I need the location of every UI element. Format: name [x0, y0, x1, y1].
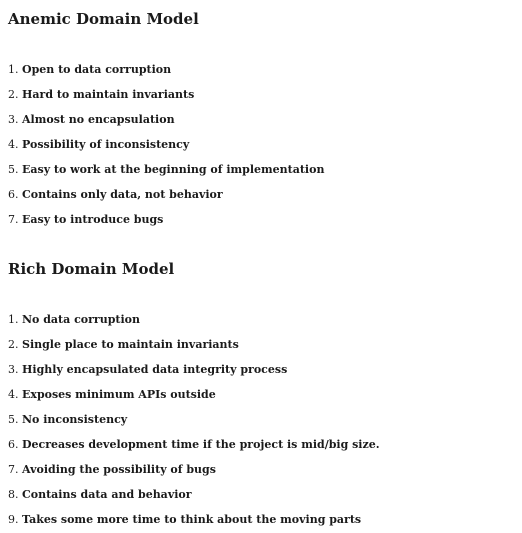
- item-text: Single place to maintain invariants: [22, 338, 239, 351]
- item-text: No data corruption: [22, 313, 140, 326]
- item-number: 3: [8, 113, 15, 126]
- rich-list: [8, 307, 520, 532]
- item-number: 6: [8, 438, 15, 451]
- item-number: 9: [8, 513, 15, 526]
- item-number: 7: [8, 213, 15, 226]
- list-item: 3. Highly encapsulated data integrity process: [8, 363, 288, 376]
- item-text: Almost no encapsulation: [22, 113, 175, 126]
- list-item: 1. Open to data corruption: [8, 63, 172, 76]
- item-text: Contains data and behavior: [22, 488, 192, 501]
- item-number: 7: [8, 463, 15, 476]
- item-number: 3: [8, 363, 15, 376]
- item-text: No inconsistency: [22, 413, 128, 426]
- item-number: 5: [8, 163, 15, 176]
- item-number: 6: [8, 188, 15, 201]
- list-item: 9. Takes some more time to think about the moving parts: [8, 513, 362, 526]
- item-number: 4: [8, 138, 15, 151]
- list-item: 4. Exposes minimum APIs outside: [8, 388, 216, 401]
- item-text: Open to data corruption: [22, 63, 172, 76]
- item-text: Possibility of inconsistency: [22, 138, 190, 151]
- anemic-list: [8, 57, 520, 232]
- item-text: Exposes minimum APIs outside: [22, 388, 216, 401]
- list-item: 5. Easy to work at the beginning of implementation: [8, 163, 325, 176]
- list-item: 2. Single place to maintain invariants: [8, 338, 239, 351]
- list-item: 6. Decreases development time if the project is mid/big size.: [8, 438, 380, 451]
- list-item: 3. Almost no encapsulation: [8, 113, 175, 126]
- list-item: 8. Contains data and behavior: [8, 488, 192, 501]
- item-text: Easy to introduce bugs: [22, 213, 164, 226]
- rich-heading: Rich Domain Model: [8, 260, 175, 278]
- list-item: 7. Easy to introduce bugs: [8, 213, 164, 226]
- item-number: 1: [8, 313, 15, 326]
- spacer: [8, 232, 520, 257]
- item-number: 8: [8, 488, 15, 501]
- item-text: Highly encapsulated data integrity process: [22, 363, 288, 376]
- item-number: 5: [8, 413, 15, 426]
- list-item: 6. Contains only data, not behavior: [8, 188, 223, 201]
- item-text: Takes some more time to think about the moving parts: [22, 513, 362, 526]
- list-item: 1. No data corruption: [8, 313, 140, 326]
- spacer: [8, 32, 520, 57]
- item-text: Contains only data, not behavior: [22, 188, 223, 201]
- item-number: 4: [8, 388, 15, 401]
- list-item: 4. Possibility of inconsistency: [8, 138, 190, 151]
- item-number: 2: [8, 88, 15, 101]
- item-text: Decreases development time if the project is mid/big size.: [22, 438, 380, 451]
- anemic-heading: Anemic Domain Model: [8, 10, 199, 28]
- document: [8, 7, 520, 532]
- item-text: Avoiding the possibility of bugs: [22, 463, 216, 476]
- item-number: 2: [8, 338, 15, 351]
- spacer: [8, 282, 520, 307]
- list-item: 5. No inconsistency: [8, 413, 128, 426]
- list-item: 7. Avoiding the possibility of bugs: [8, 463, 216, 476]
- item-text: Easy to work at the beginning of implementation: [22, 163, 325, 176]
- list-item: 2. Hard to maintain invariants: [8, 88, 195, 101]
- item-number: 1: [8, 63, 15, 76]
- item-text: Hard to maintain invariants: [22, 88, 195, 101]
